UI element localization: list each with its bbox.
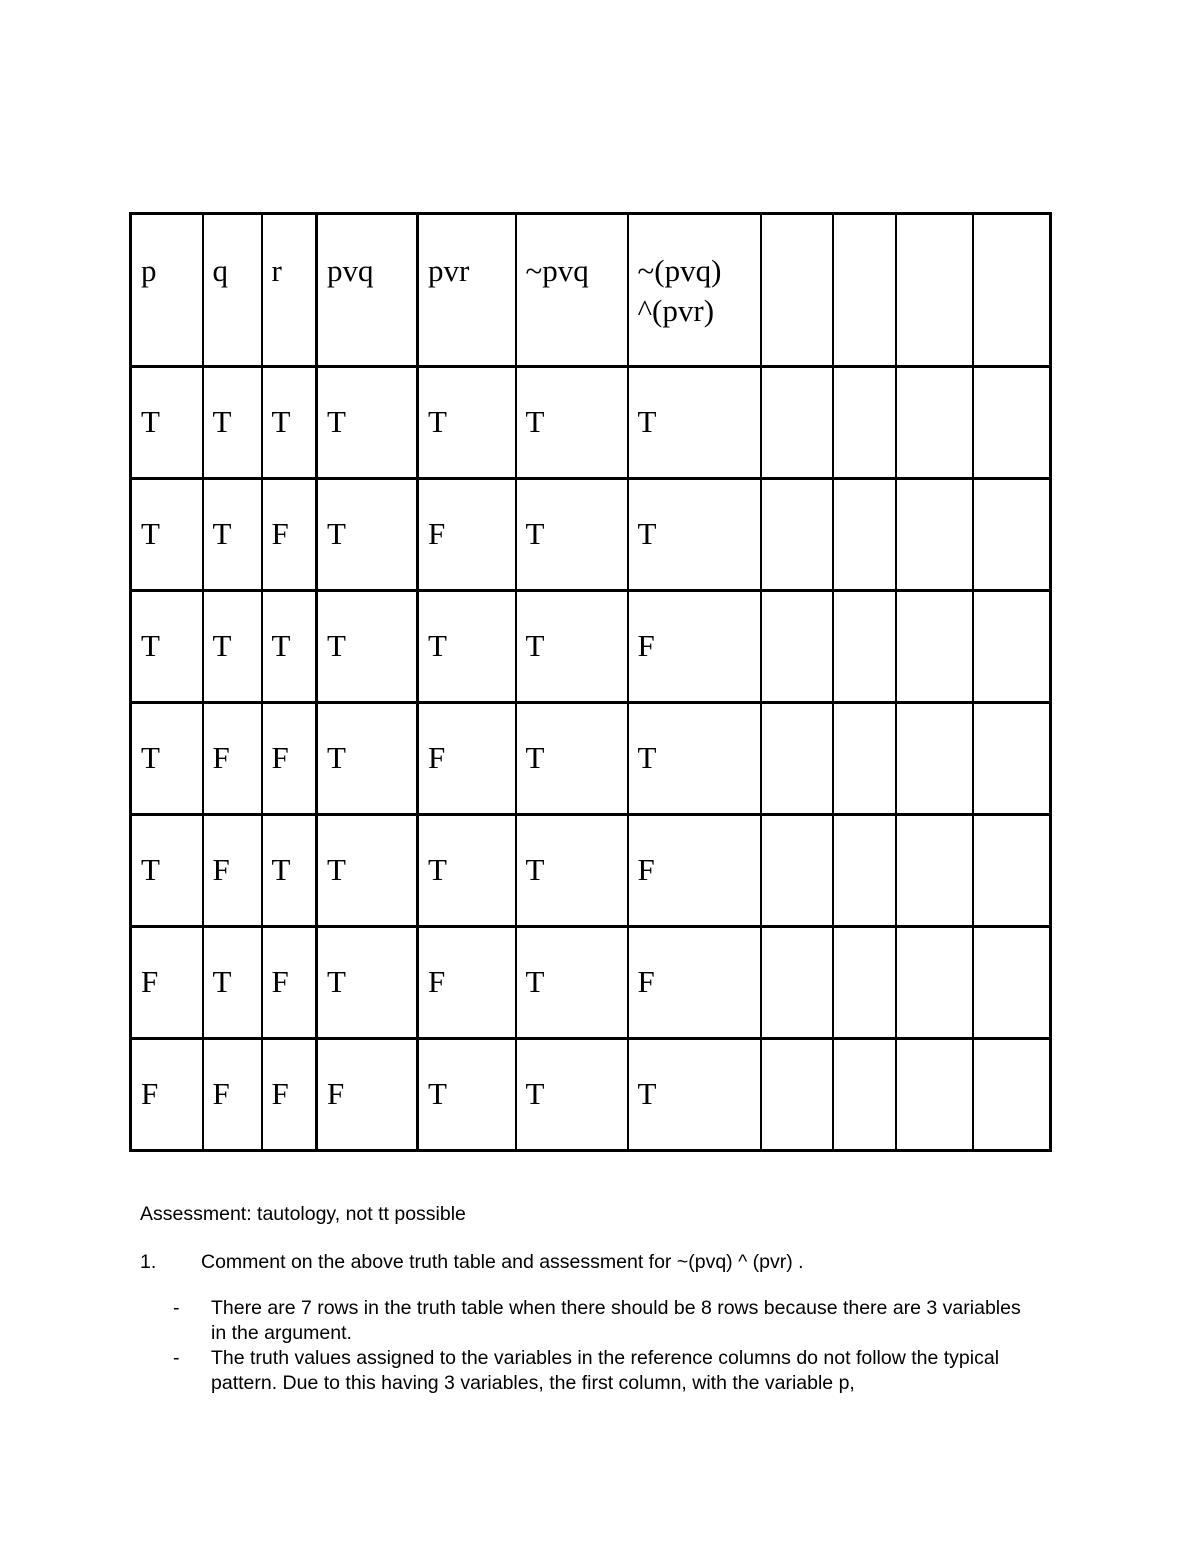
table-cell bbox=[418, 815, 516, 927]
table-cell bbox=[262, 703, 317, 815]
table-cell bbox=[418, 927, 516, 1039]
bullet-dash: - bbox=[173, 1297, 180, 1319]
truth-value: T bbox=[327, 628, 346, 663]
truth-value: T bbox=[327, 964, 346, 999]
table-cell bbox=[262, 367, 317, 479]
truth-value: T bbox=[271, 852, 291, 887]
table-header-cell bbox=[761, 214, 833, 367]
header-label: ~pvq bbox=[525, 253, 589, 288]
truth-value bbox=[762, 816, 832, 850]
table-cell bbox=[516, 927, 628, 1039]
truth-value: F bbox=[141, 964, 159, 999]
table-cell bbox=[896, 703, 973, 815]
table-cell bbox=[628, 479, 761, 591]
truth-value bbox=[834, 816, 895, 850]
truth-value bbox=[974, 1040, 1050, 1074]
truth-value bbox=[762, 704, 832, 738]
truth-value bbox=[762, 368, 832, 402]
table-cell bbox=[896, 367, 973, 479]
table-cell bbox=[896, 1039, 973, 1151]
truth-value bbox=[974, 704, 1050, 738]
table-cell bbox=[833, 591, 896, 703]
table-header-cell bbox=[833, 214, 896, 367]
table-cell bbox=[761, 479, 833, 591]
table-header-cell bbox=[973, 214, 1051, 367]
table-cell bbox=[203, 367, 262, 479]
truth-value: T bbox=[428, 404, 447, 439]
truth-value: T bbox=[637, 1076, 657, 1111]
assessment-text: Assessment: tautology, not tt possible bbox=[140, 1203, 466, 1225]
truth-value: T bbox=[327, 404, 346, 439]
header-label: ~(pvq) ^(pvr) bbox=[637, 253, 722, 328]
truth-value bbox=[762, 592, 832, 626]
table-header-cell bbox=[516, 214, 628, 367]
table-cell bbox=[131, 703, 203, 815]
table-cell bbox=[833, 367, 896, 479]
truth-table bbox=[129, 212, 1052, 1152]
truth-value bbox=[974, 480, 1050, 514]
table-cell bbox=[833, 815, 896, 927]
table-cell bbox=[761, 367, 833, 479]
table-cell bbox=[973, 815, 1051, 927]
table-cell bbox=[131, 927, 203, 1039]
question-1 bbox=[140, 1248, 1040, 1276]
table-cell bbox=[203, 1039, 262, 1151]
table-cell bbox=[262, 927, 317, 1039]
table-cell bbox=[203, 703, 262, 815]
header-label bbox=[974, 215, 1050, 251]
table-cell bbox=[418, 703, 516, 815]
truth-value: T bbox=[212, 964, 232, 999]
truth-value bbox=[834, 928, 895, 962]
table-cell bbox=[516, 479, 628, 591]
table-row bbox=[131, 815, 1051, 927]
truth-value bbox=[834, 1040, 895, 1074]
truth-value bbox=[974, 592, 1050, 626]
table-cell bbox=[973, 479, 1051, 591]
truth-value: F bbox=[428, 964, 446, 999]
bullet-dash: - bbox=[173, 1347, 180, 1369]
truth-value: T bbox=[141, 740, 160, 775]
header-label: q bbox=[212, 253, 228, 288]
table-cell bbox=[262, 591, 317, 703]
table-cell bbox=[418, 1039, 516, 1151]
truth-value bbox=[834, 368, 895, 402]
truth-value: F bbox=[271, 964, 289, 999]
table-cell bbox=[317, 927, 418, 1039]
table-row bbox=[131, 927, 1051, 1039]
truth-value: T bbox=[428, 1076, 447, 1111]
truth-value: T bbox=[525, 1076, 545, 1111]
table-cell bbox=[317, 815, 418, 927]
table-cell bbox=[973, 1039, 1051, 1151]
truth-value: T bbox=[141, 516, 160, 551]
table-cell bbox=[418, 367, 516, 479]
table-cell bbox=[317, 591, 418, 703]
truth-value: F bbox=[271, 740, 289, 775]
truth-value: F bbox=[327, 1076, 345, 1111]
truth-value bbox=[762, 480, 832, 514]
table-header-cell bbox=[628, 214, 761, 367]
truth-value: T bbox=[637, 516, 657, 551]
table-cell bbox=[262, 815, 317, 927]
bullet-text: There are 7 rows in the truth table when there should be 8 rows because there are 3 variables in the argument. bbox=[211, 1297, 1021, 1344]
table-cell bbox=[516, 591, 628, 703]
table-cell bbox=[131, 591, 203, 703]
truth-value: T bbox=[637, 404, 657, 439]
truth-value: T bbox=[271, 628, 291, 663]
table-cell bbox=[896, 927, 973, 1039]
table-cell bbox=[203, 927, 262, 1039]
table-cell bbox=[418, 591, 516, 703]
table-row bbox=[131, 703, 1051, 815]
table-cell bbox=[317, 479, 418, 591]
truth-value bbox=[762, 928, 832, 962]
table-cell bbox=[896, 479, 973, 591]
table-cell bbox=[516, 367, 628, 479]
question-number: 1. bbox=[140, 1251, 157, 1273]
table-cell bbox=[973, 927, 1051, 1039]
truth-value bbox=[897, 592, 972, 626]
truth-value: T bbox=[525, 964, 545, 999]
truth-value: F bbox=[212, 1076, 230, 1111]
table-header-cell bbox=[896, 214, 973, 367]
table-cell bbox=[418, 479, 516, 591]
truth-value bbox=[974, 368, 1050, 402]
truth-value: T bbox=[271, 404, 291, 439]
truth-value: F bbox=[212, 852, 230, 887]
truth-value: T bbox=[525, 852, 545, 887]
table-cell bbox=[973, 591, 1051, 703]
table-row bbox=[131, 367, 1051, 479]
table-header-cell bbox=[317, 214, 418, 367]
bullet-item bbox=[140, 1346, 1040, 1396]
truth-value: F bbox=[271, 1076, 289, 1111]
truth-value: F bbox=[141, 1076, 159, 1111]
truth-value: F bbox=[428, 740, 446, 775]
truth-value: T bbox=[327, 852, 346, 887]
table-cell bbox=[203, 479, 262, 591]
notes-section bbox=[140, 1200, 1040, 1416]
truth-value: F bbox=[637, 964, 655, 999]
truth-value bbox=[897, 1040, 972, 1074]
truth-value bbox=[762, 1040, 832, 1074]
table-cell bbox=[516, 1039, 628, 1151]
table-cell bbox=[131, 815, 203, 927]
table-header-row bbox=[131, 214, 1051, 367]
table-cell bbox=[973, 367, 1051, 479]
truth-value: T bbox=[327, 740, 346, 775]
table-cell bbox=[262, 1039, 317, 1151]
truth-value: T bbox=[212, 516, 232, 551]
truth-value: T bbox=[141, 628, 160, 663]
table-cell bbox=[628, 703, 761, 815]
truth-value bbox=[897, 704, 972, 738]
header-label: pvr bbox=[428, 253, 470, 288]
table-cell bbox=[761, 703, 833, 815]
truth-value: F bbox=[271, 516, 289, 551]
table-cell bbox=[833, 1039, 896, 1151]
table-cell bbox=[761, 927, 833, 1039]
truth-value: F bbox=[637, 852, 655, 887]
table-row bbox=[131, 591, 1051, 703]
table-cell bbox=[761, 591, 833, 703]
table-cell bbox=[628, 815, 761, 927]
table-cell bbox=[761, 815, 833, 927]
table-cell bbox=[628, 367, 761, 479]
table-header-cell bbox=[131, 214, 203, 367]
table-cell bbox=[516, 815, 628, 927]
truth-value bbox=[834, 704, 895, 738]
header-label bbox=[834, 215, 895, 251]
truth-value: T bbox=[525, 628, 545, 663]
table-row bbox=[131, 1039, 1051, 1151]
table-cell bbox=[761, 1039, 833, 1151]
truth-value: T bbox=[525, 404, 545, 439]
bullet-text: The truth values assigned to the variables in the reference columns do not follow the typical pattern. Due to this having 3 variables, the first column, with the variable p, bbox=[211, 1347, 1000, 1394]
bullet-item bbox=[140, 1296, 1040, 1346]
header-label bbox=[762, 215, 832, 251]
truth-value: T bbox=[327, 516, 346, 551]
table-cell bbox=[203, 815, 262, 927]
table-cell bbox=[833, 479, 896, 591]
table-cell bbox=[131, 479, 203, 591]
header-label: r bbox=[271, 253, 282, 288]
table-cell bbox=[628, 927, 761, 1039]
truth-value: T bbox=[212, 628, 232, 663]
header-label bbox=[897, 215, 972, 251]
table-header-cell bbox=[203, 214, 262, 367]
truth-value: T bbox=[141, 404, 160, 439]
answer-bullets bbox=[140, 1296, 1040, 1396]
truth-value: T bbox=[141, 852, 160, 887]
table-header-cell bbox=[418, 214, 516, 367]
truth-value bbox=[834, 592, 895, 626]
truth-value: F bbox=[428, 516, 446, 551]
table-header-cell bbox=[262, 214, 317, 367]
header-label: pvq bbox=[327, 253, 374, 288]
truth-value: T bbox=[428, 852, 447, 887]
table-cell bbox=[628, 591, 761, 703]
table-cell bbox=[317, 367, 418, 479]
truth-value bbox=[897, 480, 972, 514]
truth-value bbox=[974, 928, 1050, 962]
truth-value: F bbox=[637, 628, 655, 663]
table-cell bbox=[131, 1039, 203, 1151]
question-text: Comment on the above truth table and assessment for ~(pvq) ^ (pvr) . bbox=[201, 1251, 804, 1273]
header-label: p bbox=[141, 253, 157, 288]
truth-value: T bbox=[525, 516, 545, 551]
truth-value: T bbox=[428, 628, 447, 663]
table-cell bbox=[628, 1039, 761, 1151]
truth-value bbox=[834, 480, 895, 514]
truth-value bbox=[974, 816, 1050, 850]
truth-value bbox=[897, 928, 972, 962]
table-cell bbox=[262, 479, 317, 591]
table-cell bbox=[131, 367, 203, 479]
truth-value: T bbox=[525, 740, 545, 775]
table-cell bbox=[516, 703, 628, 815]
truth-value: T bbox=[637, 740, 657, 775]
table-cell bbox=[896, 591, 973, 703]
table-cell bbox=[833, 703, 896, 815]
table-cell bbox=[317, 703, 418, 815]
table-cell bbox=[317, 1039, 418, 1151]
truth-value: T bbox=[212, 404, 232, 439]
truth-value bbox=[897, 816, 972, 850]
table-row bbox=[131, 479, 1051, 591]
truth-value bbox=[897, 368, 972, 402]
truth-value: F bbox=[212, 740, 230, 775]
table-cell bbox=[973, 703, 1051, 815]
table-cell bbox=[833, 927, 896, 1039]
table-cell bbox=[896, 815, 973, 927]
table-cell bbox=[203, 591, 262, 703]
